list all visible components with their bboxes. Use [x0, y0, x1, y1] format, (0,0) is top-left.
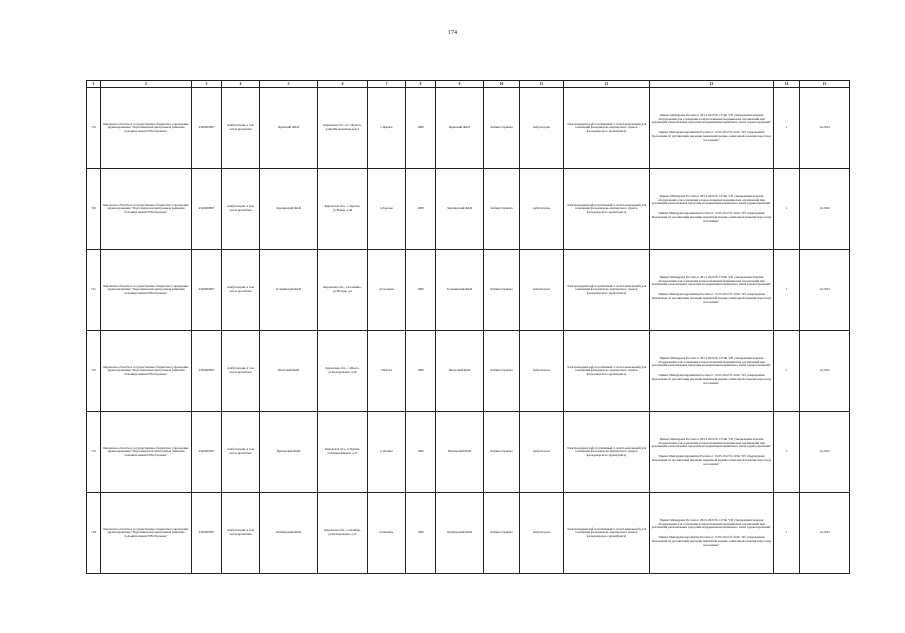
organization-cell: Кировское областное государственное бюджетное учреждение здравоохранения "Подосиновская центральная районная больница имени Н.В.Отрокова": [101, 88, 192, 169]
subdivision-cell: Заречинский ФАП: [260, 169, 318, 250]
settlement-cell: п.Заречье: [368, 169, 406, 250]
row-number-cell: 721: [87, 250, 101, 331]
table-row: [87, 250, 850, 331]
row-number-cell: 719: [87, 88, 101, 169]
legal-basis-order-543n: Приказ Минздравсоцразвития России от 15.05.2012 № 543н "Об утверждении Положения об организации оказания первичной медико-санитарной помощи взрослому населению": [651, 211, 772, 224]
col-header: 13: [650, 81, 774, 88]
equipment-cell: Электрокардиограф портативный 3- или 6-канальный (для оснащения фельдшерско-акушерского пункта, фельдшерского здравпункта): [564, 493, 650, 574]
year-cell: 1989: [406, 250, 436, 331]
legal-basis-order-1379n: Приказ Минздрава России от 28.12.2020 № 1379н "Об утверждении перечня оборудования для оснащения и переоснащения медицинских организаций при реализации региональных программ модернизации первичного звена здравоохранения": [651, 517, 772, 530]
room-cell: Кабинет приема: [484, 412, 520, 493]
row-number-cell: 724: [87, 493, 101, 574]
legal-basis-order-1379n: Приказ Минздрава России от 28.12.2020 № 1379н "Об утверждении перечня оборудования для оснащения и переоснащения медицинских организаций при реализации региональных программ модернизации первичного звена здравоохранения": [651, 274, 772, 287]
row-number-cell: 720: [87, 169, 101, 250]
col-header: 9: [436, 81, 484, 88]
address-cell: Кировская обл., д.Головино, ул.Вторая, д.2: [318, 250, 368, 331]
unit-type-cell: Амбулатория, в том числе врачебная: [222, 331, 260, 412]
inn-cell: 4326000807: [192, 331, 222, 412]
address-cell: Кировская обл., с.Заречье, ул.Новая, д.46: [318, 169, 368, 250]
delivery-date-cell: 12.2024: [800, 169, 850, 250]
subdivision-name-cell: Пушемский ФАП: [436, 412, 484, 493]
row-number-cell: 723: [87, 412, 101, 493]
care-conditions-cell: амбулаторно: [520, 493, 564, 574]
legal-basis-order-543n: Приказ Минздравсоцразвития России от 15.05.2012 № 543н "Об утверждении Положения об организации оказания первичной медико-санитарной помощи взрослому населению": [651, 454, 772, 467]
inn-cell: 4326000807: [192, 412, 222, 493]
care-conditions-cell: амбулаторно: [520, 331, 564, 412]
delivery-date-cell: 12.2024: [800, 412, 850, 493]
organization-cell: Кировское областное государственное бюджетное учреждение здравоохранения "Подосиновская центральная районная больница имени Н.В.Отрокова": [101, 331, 192, 412]
legal-basis-order-1379n: Приказ Минздрава России от 28.12.2020 № 1379н "Об утверждении перечня оборудования для оснащения и переоснащения медицинских организаций при реализации региональных программ модернизации первичного звена здравоохранения": [651, 355, 772, 368]
inn-cell: 4326000807: [192, 169, 222, 250]
delivery-date-cell: 12.2023: [800, 331, 850, 412]
subdivision-name-cell: Яренский ФАП: [436, 88, 484, 169]
inn-cell: 4326000807: [192, 493, 222, 574]
organization-cell: Кировское областное государственное бюджетное учреждение здравоохранения "Подосиновская центральная районная больница имени Н.В.Отрокова": [101, 169, 192, 250]
delivery-date-cell: 12.2024: [800, 493, 850, 574]
legal-basis-order-1379n: Приказ Минздрава России от 28.12.2020 № 1379н "Об утверждении перечня оборудования для оснащения и переоснащения медицинских организаций при реализации региональных программ модернизации первичного звена здравоохранения": [651, 436, 772, 449]
equipment-cell: Электрокардиограф портативный 3- или 6-канальный (для оснащения фельдшерско-акушерского пункта, фельдшерского здравпункта): [564, 250, 650, 331]
legal-basis-order-1379n: Приказ Минздрава России от 28.12.2020 № 1379н "Об утверждении перечня оборудования для оснащения и переоснащения медицинских организаций при реализации региональных программ модернизации первичного звена здравоохранения": [651, 193, 772, 206]
col-header: 12: [564, 81, 650, 88]
organization-cell: Кировское областное государственное бюджетное учреждение здравоохранения "Подосиновская центральная районная больница имени Н.В.Отрокова": [101, 250, 192, 331]
col-header: 6: [318, 81, 368, 88]
col-header: 7: [368, 81, 406, 88]
table-row: [87, 331, 850, 412]
equipment-table: [86, 80, 850, 574]
address-cell: Кировская обл., пгт. Яренск, улицаМолодежная дом 3: [318, 88, 368, 169]
address-cell: Кировская обл., с.Шолга, ул.Центральная, д.26: [318, 331, 368, 412]
subdivision-cell: Яренский ФАП: [260, 88, 318, 169]
unit-type-cell: Амбулатория, в том числе врачебная: [222, 88, 260, 169]
subdivision-cell: Октябрьский ФАП: [260, 493, 318, 574]
unit-type-cell: Амбулатория, в том числе врачебная: [222, 169, 260, 250]
quantity-cell: 1: [774, 250, 800, 331]
settlement-cell: д.Головино: [368, 250, 406, 331]
delivery-date-cell: 12.2024: [800, 250, 850, 331]
room-cell: Кабинет приема: [484, 88, 520, 169]
legal-basis-cell: [650, 493, 774, 574]
table-row: [87, 169, 850, 250]
legal-basis-order-543n: Приказ Минздравсоцразвития России от 15.05.2012 № 543н "Об утверждении Положения об организации оказания первичной медико-санитарной помощи взрослому населению": [651, 373, 772, 386]
organization-cell: Кировское областное государственное бюджетное учреждение здравоохранения "Подосиновская центральная районная больница имени Н.В.Отрокова": [101, 493, 192, 574]
organization-cell: Кировское областное государственное бюджетное учреждение здравоохранения "Подосиновская центральная районная больница имени Н.В.Отрокова": [101, 412, 192, 493]
row-number-cell: 722: [87, 331, 101, 412]
subdivision-cell: Шолгский ФАП: [260, 331, 318, 412]
equipment-cell: Электрокардиограф портативный 3- или 6-канальный (для оснащения фельдшерско-акушерского пункта, фельдшерского здравпункта): [564, 412, 650, 493]
subdivision-name-cell: Головинский ФАП: [436, 250, 484, 331]
page-number: 174: [448, 30, 457, 36]
delivery-date-cell: 12.2024: [800, 88, 850, 169]
room-cell: Кабинет приема: [484, 331, 520, 412]
settlement-cell: с.Яренск: [368, 88, 406, 169]
col-header: 11: [520, 81, 564, 88]
col-header: 5: [260, 81, 318, 88]
col-header: 8: [406, 81, 436, 88]
col-header: 2: [101, 81, 192, 88]
settlement-cell: п.Шолга: [368, 331, 406, 412]
equipment-cell: Электрокардиограф портативный 3- или 6-канальный (для оснащения фельдшерско-акушерского пункта, фельдшерского здравпункта): [564, 88, 650, 169]
inn-cell: 4326000807: [192, 250, 222, 331]
year-cell: 1989: [406, 493, 436, 574]
subdivision-cell: Пушемский ФАП: [260, 412, 318, 493]
address-cell: Кировская обл., п.Пушма, ул.Первомайская, д.17: [318, 412, 368, 493]
equipment-cell: Электрокардиограф портативный 3- или 6-канальный (для оснащения фельдшерско-акушерского пункта, фельдшерского здравпункта): [564, 331, 650, 412]
col-header: 3: [192, 81, 222, 88]
care-conditions-cell: амбулаторно: [520, 88, 564, 169]
unit-type-cell: Амбулатория, в том числе врачебная: [222, 250, 260, 331]
quantity-cell: 1: [774, 169, 800, 250]
legal-basis-cell: [650, 88, 774, 169]
year-cell: 1989: [406, 412, 436, 493]
subdivision-name-cell: Заречинский ФАП: [436, 169, 484, 250]
subdivision-name-cell: Октябрьский ФАП: [436, 493, 484, 574]
subdivision-cell: Головинский ФАП: [260, 250, 318, 331]
col-header: 10: [484, 81, 520, 88]
care-conditions-cell: амбулаторно: [520, 169, 564, 250]
room-cell: Кабинет приема: [484, 250, 520, 331]
address-cell: Кировская обл., с.Октябрь, ул.Центральная, д.15: [318, 493, 368, 574]
settlement-cell: п.Пушма: [368, 412, 406, 493]
care-conditions-cell: амбулаторно: [520, 250, 564, 331]
subdivision-name-cell: Шолгский ФАП: [436, 331, 484, 412]
year-cell: 1989: [406, 169, 436, 250]
col-header: 14: [774, 81, 800, 88]
equipment-cell: Электрокардиограф портативный 3- или 6-канальный (для оснащения фельдшерско-акушерского пункта, фельдшерского здравпункта): [564, 169, 650, 250]
room-cell: Кабинет приема: [484, 493, 520, 574]
unit-type-cell: Амбулатория, в том числе врачебная: [222, 493, 260, 574]
quantity-cell: 1: [774, 331, 800, 412]
year-cell: 1989: [406, 331, 436, 412]
table-row: [87, 493, 850, 574]
legal-basis-cell: [650, 250, 774, 331]
legal-basis-cell: [650, 412, 774, 493]
room-cell: Кабинет приема: [484, 169, 520, 250]
care-conditions-cell: амбулаторно: [520, 412, 564, 493]
quantity-cell: 1: [774, 88, 800, 169]
legal-basis-order-543n: Приказ Минздравсоцразвития России от 15.05.2012 № 543н "Об утверждении Положения об организации оказания первичной медико-санитарной помощи взрослому населению": [651, 292, 772, 305]
legal-basis-order-543n: Приказ Минздравсоцразвития России от 15.05.2012 № 543н "Об утверждении Положения об организации оказания первичной медико-санитарной помощи взрослому населению": [651, 535, 772, 548]
unit-type-cell: Амбулатория, в том числе врачебная: [222, 412, 260, 493]
quantity-cell: 1: [774, 412, 800, 493]
legal-basis-cell: [650, 331, 774, 412]
col-header: 15: [800, 81, 850, 88]
legal-basis-cell: [650, 169, 774, 250]
col-header: 1: [87, 81, 101, 88]
legal-basis-order-1379n: Приказ Минздрава России от 28.12.2020 № 1379н "Об утверждении перечня оборудования для оснащения и переоснащения медицинских организаций при реализации региональных программ модернизации первичного звена здравоохранения": [651, 112, 772, 125]
table-row: [87, 412, 850, 493]
year-cell: 1989: [406, 88, 436, 169]
quantity-cell: 1: [774, 493, 800, 574]
header-row: [87, 81, 850, 88]
settlement-cell: п.Октябрь: [368, 493, 406, 574]
col-header: 4: [222, 81, 260, 88]
inn-cell: 4326000807: [192, 88, 222, 169]
legal-basis-order-543n: Приказ Минздравсоцразвития России от 15.05.2012 № 543н "Об утверждении Положения об организации оказания первичной медико-санитарной помощи взрослому населению": [651, 130, 772, 143]
table-row: [87, 88, 850, 169]
